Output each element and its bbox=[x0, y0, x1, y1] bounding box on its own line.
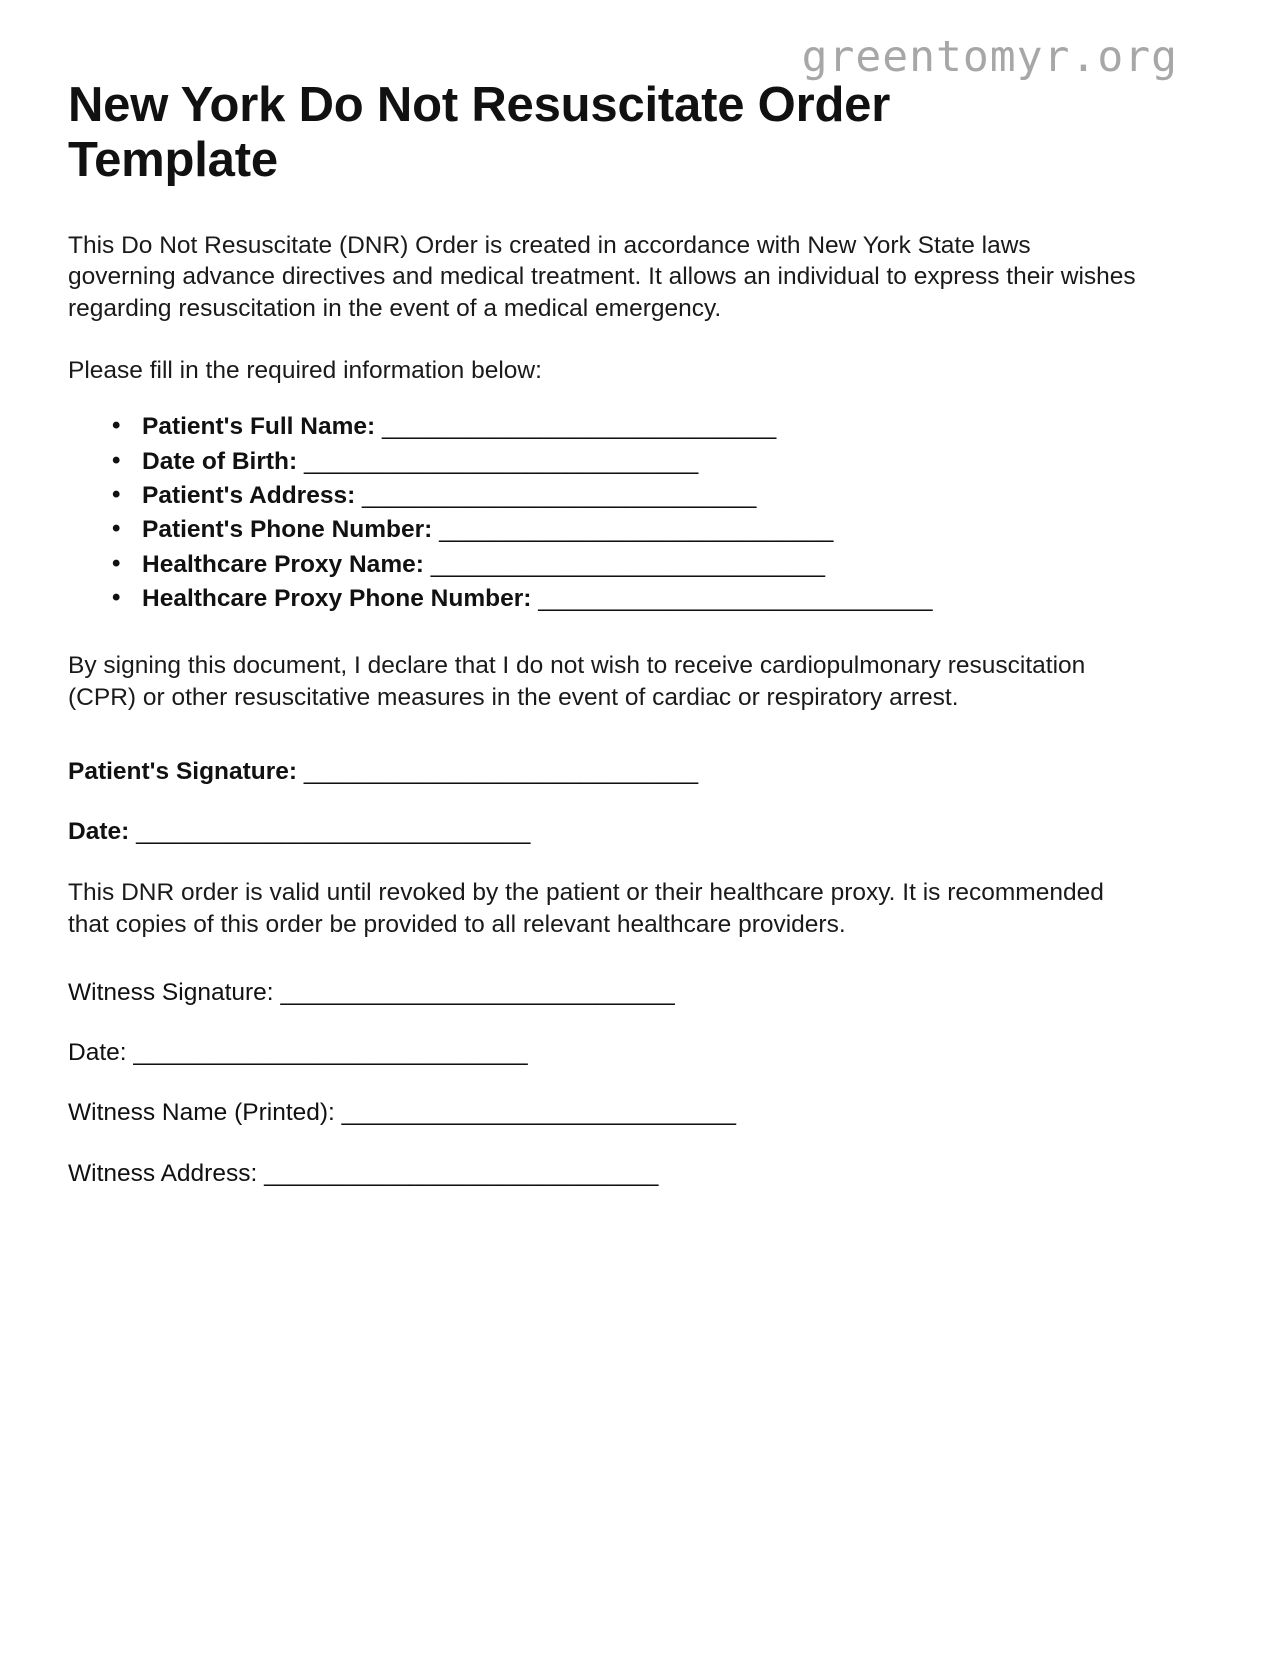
patient-date-row bbox=[68, 786, 1172, 846]
page-title: New York Do Not Resuscitate Order Template bbox=[68, 78, 891, 187]
witness-signature-row bbox=[68, 941, 1172, 1007]
declaration-paragraph: By signing this document, I declare that I do not wish to receive cardiopulmonary resuscitation (CPR) or other resuscitative measures in the event of cardiac or respiratory arrest. bbox=[68, 652, 1086, 712]
field-blank-line[interactable]: ______________________________ bbox=[303, 447, 698, 475]
field-label: Healthcare Proxy Phone Number: bbox=[142, 585, 532, 613]
field-label: Date of Birth: bbox=[142, 447, 298, 475]
patient-signature-blank-line[interactable]: ______________________________ bbox=[303, 757, 698, 785]
list-item bbox=[142, 584, 1172, 618]
witness-signature-blank-line[interactable]: ______________________________ bbox=[280, 978, 675, 1006]
site-watermark: greentomyr.org bbox=[801, 32, 1178, 82]
patient-field-list bbox=[68, 386, 1172, 618]
witness-date-row bbox=[68, 1007, 1172, 1067]
field-blank-line[interactable]: ______________________________ bbox=[362, 481, 756, 509]
witness-address-label: Witness Address: bbox=[68, 1159, 258, 1187]
field-label: Patient's Full Name: bbox=[142, 413, 376, 441]
witness-name-row bbox=[68, 1067, 1172, 1127]
field-blank-line[interactable]: ______________________________ bbox=[430, 550, 825, 578]
intro-paragraph: This Do Not Resuscitate (DNR) Order is created in accordance with New York State laws governing advance directives and medical treatment. It allows an individual to express their wishes regarding resuscitation in the event of a medical emergency. bbox=[68, 231, 1136, 322]
witness-address-row bbox=[68, 1128, 1172, 1188]
witness-name-label: Witness Name (Printed): bbox=[68, 1099, 335, 1127]
patient-signature-row bbox=[68, 714, 1172, 786]
patient-date-label: Date: bbox=[68, 818, 130, 846]
list-item bbox=[142, 412, 1172, 446]
field-blank-line[interactable]: ______________________________ bbox=[439, 516, 833, 544]
field-blank-line[interactable]: ______________________________ bbox=[538, 585, 932, 613]
list-item bbox=[142, 515, 1172, 549]
witness-address-blank-line[interactable]: ______________________________ bbox=[264, 1159, 658, 1187]
list-item bbox=[142, 550, 1172, 584]
field-label: Patient's Address: bbox=[142, 481, 356, 509]
field-label: Patient's Phone Number: bbox=[142, 516, 433, 544]
field-blank-line[interactable]: ______________________________ bbox=[382, 413, 776, 441]
list-item bbox=[142, 481, 1172, 515]
witness-name-blank-line[interactable]: ______________________________ bbox=[341, 1099, 736, 1127]
patient-date-blank-line[interactable]: ______________________________ bbox=[136, 818, 530, 846]
patient-signature-label: Patient's Signature: bbox=[68, 757, 298, 785]
instruction-paragraph: Please fill in the required information below: bbox=[68, 356, 542, 384]
witness-date-blank-line[interactable]: ______________________________ bbox=[133, 1039, 528, 1067]
field-label: Healthcare Proxy Name: bbox=[142, 550, 424, 578]
list-item bbox=[142, 447, 1172, 481]
witness-signature-label: Witness Signature: bbox=[68, 978, 274, 1006]
validity-paragraph: This DNR order is valid until revoked by the patient or their healthcare proxy. It is recommended that copies of this order be provided to all relevant healthcare providers. bbox=[68, 879, 1104, 939]
witness-date-label: Date: bbox=[68, 1039, 127, 1067]
